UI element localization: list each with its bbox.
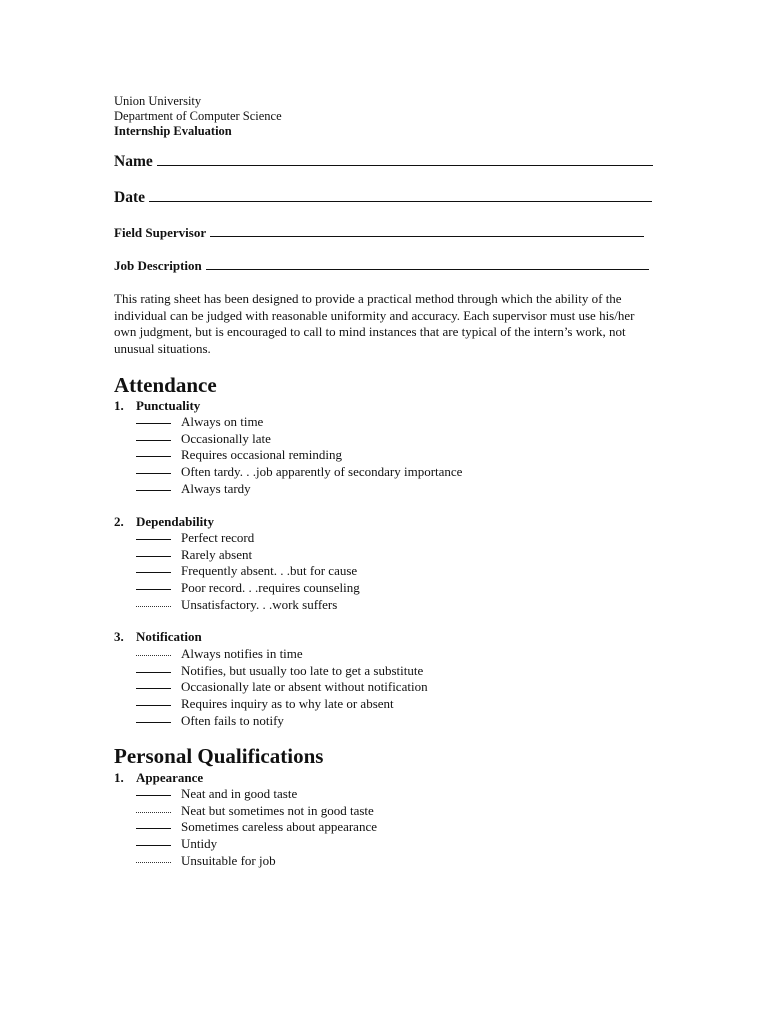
job-description-input-line[interactable] (206, 268, 649, 270)
form-title: Internship Evaluation (114, 124, 232, 138)
rating-blank[interactable] (136, 539, 171, 540)
name-field[interactable] (114, 153, 653, 171)
option-label: Notifies, but usually too late to get a substitute (181, 663, 424, 678)
name-input-line[interactable] (157, 164, 653, 166)
option-row[interactable] (136, 547, 252, 563)
option-label: Often tardy. . .job apparently of secondary importance (181, 464, 463, 479)
option-row[interactable] (136, 563, 357, 579)
rating-blank[interactable] (136, 473, 171, 474)
option-label: Sometimes careless about appearance (181, 819, 377, 834)
option-label: Occasionally late (181, 431, 271, 446)
rating-blank[interactable] (136, 845, 171, 846)
rating-blank[interactable] (136, 828, 171, 829)
intro-paragraph: This rating sheet has been designed to provide a practical method through which the ability of the individual can be judged with reasonable uniformity and accuracy. Each supervisor must use his/her own judgment, but is encouraged to call to mind instances that are typical of the intern’s work, not unusual situations. (114, 291, 635, 356)
field-supervisor-input-line[interactable] (210, 235, 644, 237)
rating-blank[interactable] (136, 722, 171, 723)
question-notification (114, 629, 202, 645)
option-row[interactable] (136, 853, 276, 869)
option-row[interactable] (136, 597, 337, 613)
question-number: 1. (114, 398, 124, 413)
question-title: Punctuality (136, 398, 201, 413)
question-title: Dependability (136, 514, 215, 529)
rating-blank[interactable] (136, 672, 171, 673)
option-label: Always tardy (181, 481, 251, 496)
rating-blank[interactable] (136, 490, 171, 491)
option-row[interactable] (136, 530, 254, 546)
question-number: 3. (114, 629, 124, 644)
option-label: Untidy (181, 836, 218, 851)
name-label: Name (114, 153, 153, 170)
question-punctuality (114, 398, 200, 414)
option-row[interactable] (136, 836, 217, 852)
option-label: Poor record. . .requires counseling (181, 580, 360, 595)
option-label: Frequently absent. . .but for cause (181, 563, 358, 578)
option-row[interactable] (136, 696, 394, 712)
option-row[interactable] (136, 786, 297, 802)
option-label: Unsatisfactory. . .work suffers (181, 597, 338, 612)
option-label: Always on time (181, 414, 264, 429)
question-number: 2. (114, 514, 124, 529)
option-label: Perfect record (181, 530, 255, 545)
date-field[interactable] (114, 189, 652, 207)
option-row[interactable] (136, 803, 374, 819)
option-row[interactable] (136, 819, 377, 835)
option-row[interactable] (136, 464, 462, 480)
field-supervisor-label: Field Supervisor (114, 225, 207, 240)
rating-blank[interactable] (136, 812, 171, 813)
option-label: Often fails to notify (181, 713, 284, 728)
question-appearance (114, 770, 203, 786)
rating-blank[interactable] (136, 688, 171, 689)
option-label: Neat but sometimes not in good taste (181, 803, 374, 818)
option-row[interactable] (136, 580, 360, 596)
rating-blank[interactable] (136, 795, 171, 796)
option-label: Neat and in good taste (181, 786, 298, 801)
option-row[interactable] (136, 431, 271, 447)
rating-blank[interactable] (136, 589, 171, 590)
rating-blank[interactable] (136, 705, 171, 706)
option-row[interactable] (136, 481, 251, 497)
rating-blank[interactable] (136, 456, 171, 457)
option-row[interactable] (136, 447, 342, 463)
question-dependability (114, 514, 214, 530)
rating-blank[interactable] (136, 440, 171, 441)
department-name: Department of Computer Science (114, 109, 282, 123)
field-supervisor-field[interactable] (114, 225, 644, 241)
section-title-attendance: Attendance (114, 373, 217, 397)
job-description-field[interactable] (114, 258, 649, 274)
option-row[interactable] (136, 679, 428, 695)
date-label: Date (114, 189, 145, 206)
rating-blank[interactable] (136, 572, 171, 573)
rating-blank[interactable] (136, 423, 171, 424)
question-number: 1. (114, 770, 124, 785)
section-title-personal-qualifications: Personal Qualifications (114, 744, 324, 768)
question-title: Notification (136, 629, 202, 644)
option-label: Requires inquiry as to why late or absent (181, 696, 394, 711)
question-title: Appearance (136, 770, 204, 785)
option-label: Unsuitable for job (181, 853, 276, 868)
rating-blank[interactable] (136, 606, 171, 607)
rating-blank[interactable] (136, 862, 171, 863)
option-label: Rarely absent (181, 547, 253, 562)
university-name: Union University (114, 94, 202, 108)
option-row[interactable] (136, 646, 303, 662)
date-input-line[interactable] (149, 200, 652, 202)
option-label: Always notifies in time (181, 646, 303, 661)
job-description-label: Job Description (114, 258, 202, 273)
rating-blank[interactable] (136, 655, 171, 656)
option-label: Occasionally late or absent without notification (181, 679, 428, 694)
rating-blank[interactable] (136, 556, 171, 557)
option-label: Requires occasional reminding (181, 447, 343, 462)
option-row[interactable] (136, 414, 263, 430)
option-row[interactable] (136, 663, 423, 679)
option-row[interactable] (136, 713, 284, 729)
